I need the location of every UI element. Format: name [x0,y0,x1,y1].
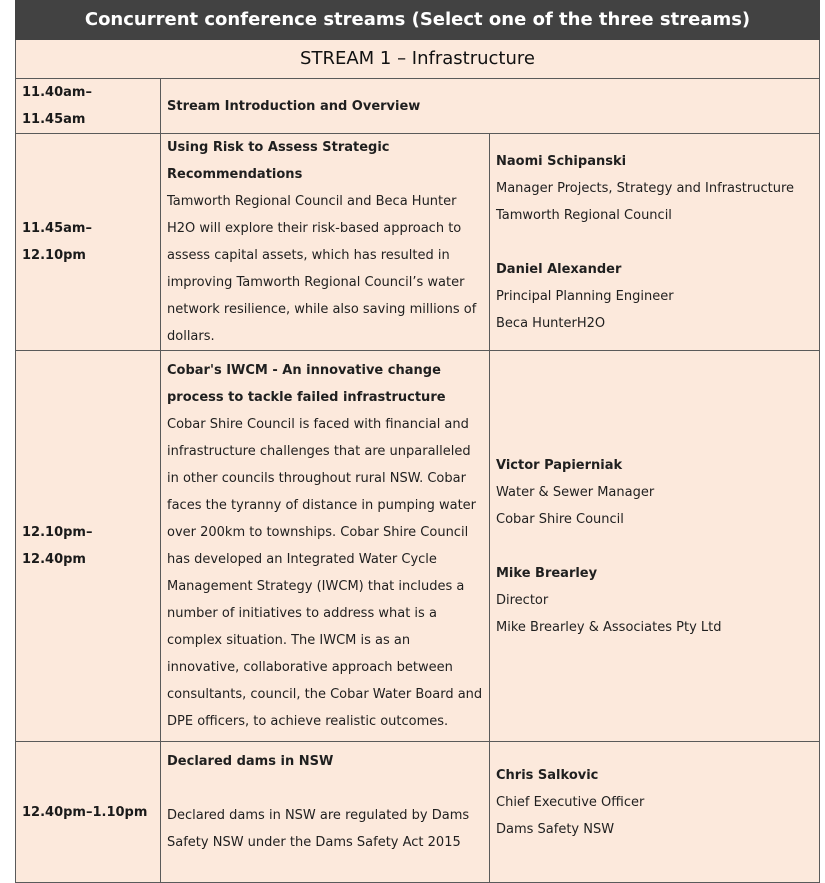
speaker-role: Chief Executive Officer [496,795,645,810]
speaker-org: Tamworth Regional Council [496,207,672,223]
session-time: 11.40am–11.45am [16,79,161,134]
session-time: 12.40pm–1.10pm [16,742,161,883]
session-time: 11.45am–12.10pm [16,134,161,351]
speaker-name: Daniel Alexander [496,261,622,277]
speaker-name: Victor Papierniak [496,457,623,473]
speaker-name: Chris Salkovic [496,768,599,783]
speaker-role: Director [496,592,549,608]
session-time: 12.10pm–12.40pm [16,351,161,742]
session-description: Declared dams in NSW are regulated by Dams Safety NSW under the Dams Safety Act 2015 [167,808,470,850]
speaker-org: Dams Safety NSW [496,822,615,837]
speaker-role: Water & Sewer Manager [496,484,655,500]
session-cell [161,134,490,351]
speakers-cell [490,134,820,351]
spacer [496,533,813,560]
speaker-role: Principal Planning Engineer [496,288,674,304]
table-header: Concurrent conference streams (Select one of the three streams) [16,1,820,40]
speaker-org: Cobar Shire Council [496,511,624,527]
session-title: Stream Introduction and Overview [161,79,820,134]
table-row [16,351,820,742]
speaker-org: Mike Brearley & Associates Pty Ltd [496,619,722,635]
session-description: Tamworth Regional Council and Beca Hunter H2O will explore their risk-based approach to assess capital assets, which has resulted in improving Tamworth Regional Council’s water network resilience, while also saving millions of dollars. [167,194,477,344]
speaker-name: Naomi Schipanski [496,153,627,169]
spacer [496,229,813,256]
session-description: Cobar Shire Council is faced with financial and infrastructure challenges that are unparalleled in other councils throughout rural NSW. Cobar faces the tyranny of distance in pumping water over 200km to townships. Cobar Shire Council has developed an Integrated Water Cycle Management Strategy (IWCM) that includes a number of initiatives to address what is a complex situation. The IWCM is as an innovative, collaborative approach between consultants, council, the Cobar Water Board and DPE officers, to achieve realistic outcomes. [167,417,483,729]
table-row [16,742,820,883]
stream-title: STREAM 1 – Infrastructure [16,40,820,79]
session-cell [161,742,490,883]
speakers-cell [490,742,820,883]
session-title: Declared dams in NSW [167,754,334,769]
program-table [15,0,820,883]
speaker-org: Beca HunterH2O [496,315,606,331]
session-title: Using Risk to Assess Strategic Recommendations [167,140,390,182]
session-title: Cobar's IWCM - An innovative change process to tackle failed infrastructure [167,363,446,405]
session-cell [161,351,490,742]
program-table-wrapper [15,0,819,883]
speakers-cell [490,351,820,742]
spacer [167,775,483,802]
table-row [16,134,820,351]
speaker-role: Manager Projects, Strategy and Infrastructure [496,180,795,196]
speaker-name: Mike Brearley [496,565,598,581]
table-row [16,79,820,134]
